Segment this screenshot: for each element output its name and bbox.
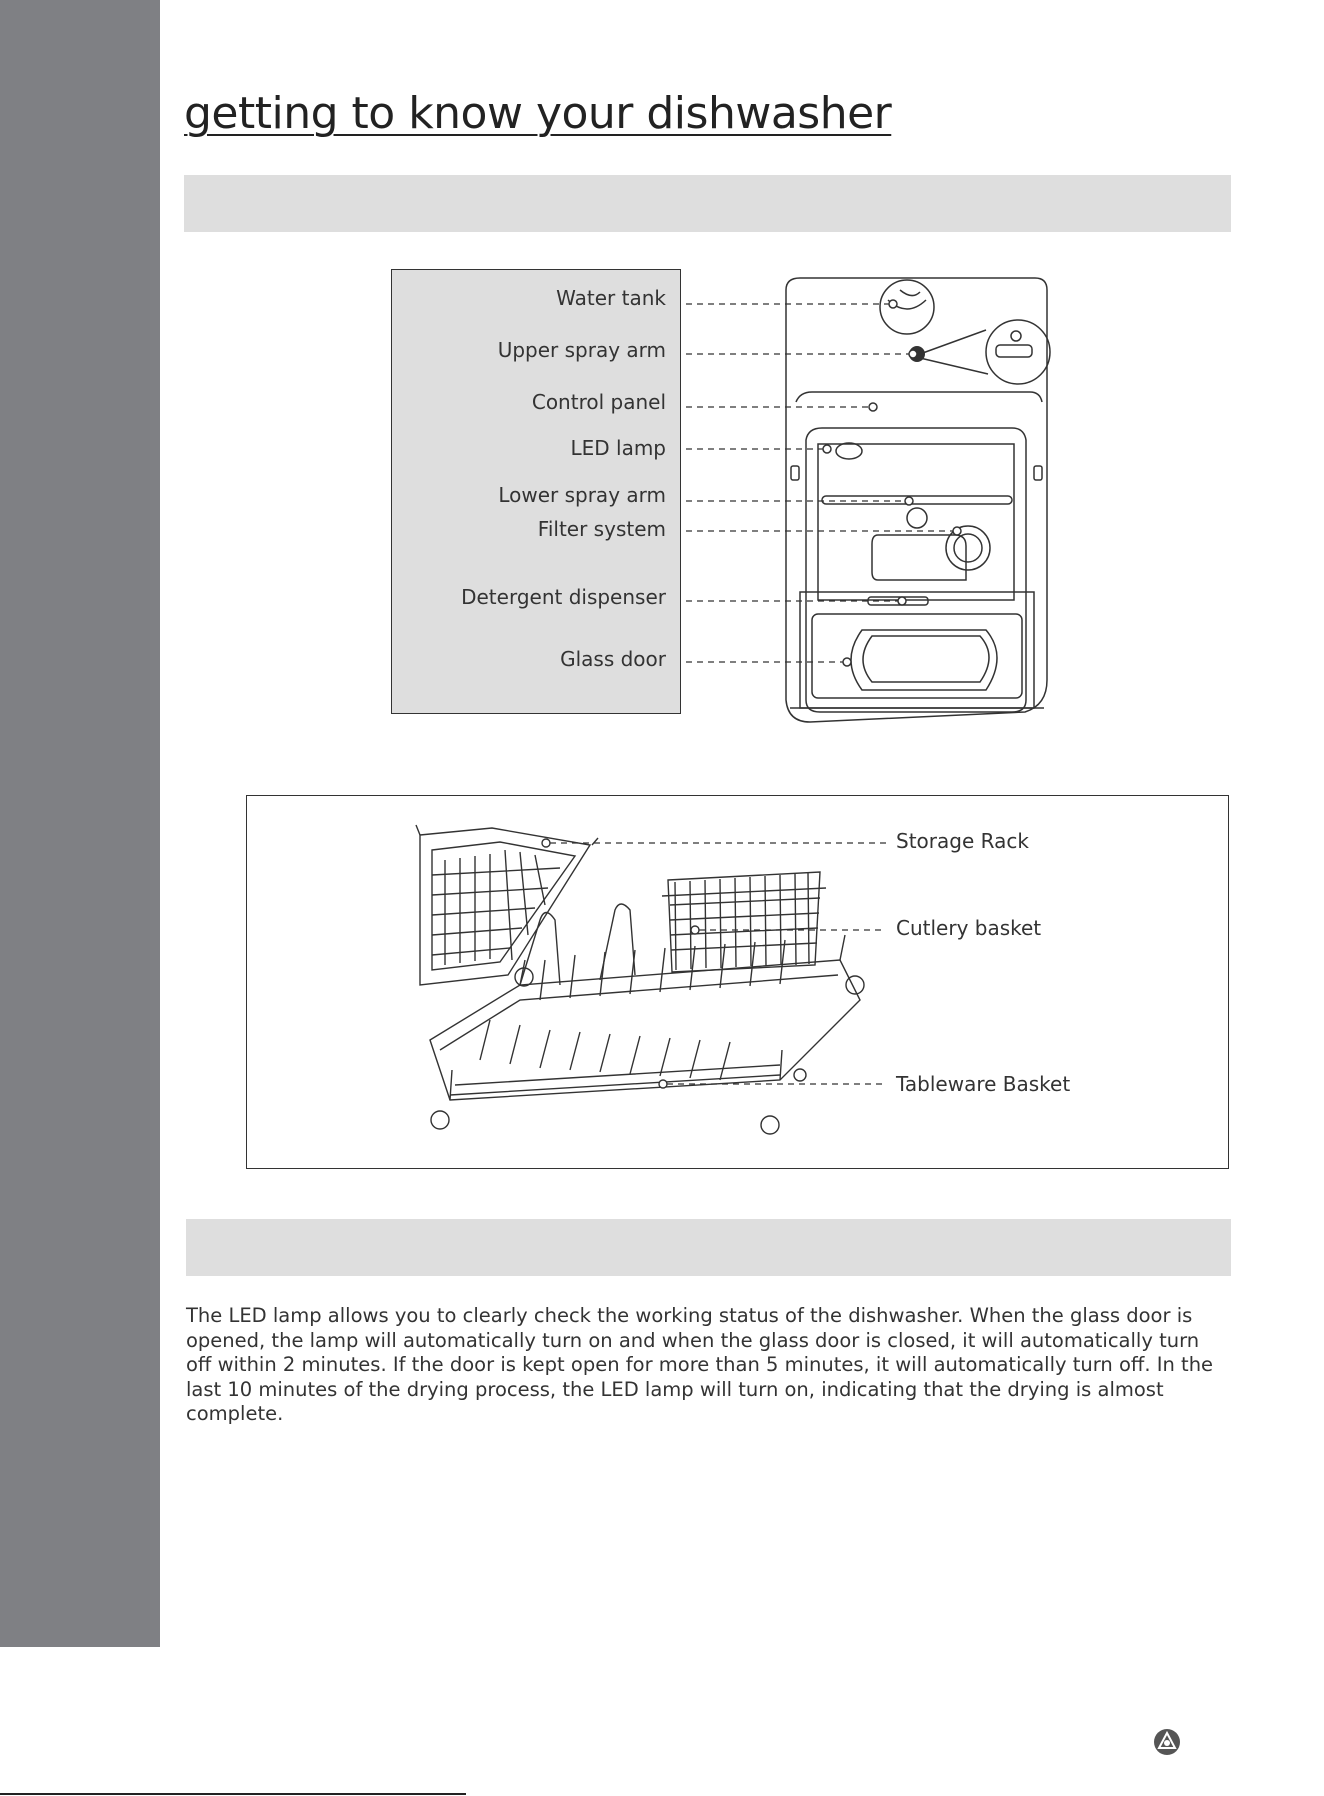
dot-cutlery-basket [691, 926, 699, 934]
label-water-tank: Water tank [556, 286, 666, 310]
label-tableware-basket: Tableware Basket [896, 1072, 1071, 1096]
label-control-panel: Control panel [531, 390, 666, 414]
rack-wheel-front-right [761, 1116, 779, 1134]
cutlery-basket-grid [670, 873, 820, 970]
label-glass-door: Glass door [560, 647, 666, 671]
dot-storage-rack [542, 839, 550, 847]
led-lamp-description: The LED lamp allows you to clearly check the working status of the dishwasher. When the glass door is opened, the lamp will automatically turn on and when the glass door is closed, it will automatically turn off within 2 minutes. If the door is kept open for more than 5 minutes, it will automatically turn off. In the last 10 minutes of the drying process, the LED lamp will turn on, indicating that the drying is almost complete. [186, 1304, 1214, 1425]
label-led-lamp: LED lamp [570, 436, 666, 460]
label-lower-spray-arm: Lower spray arm [498, 483, 666, 507]
tableware-basket-tines [450, 904, 785, 1095]
footer-rule [0, 1793, 466, 1795]
dot-tableware-basket [659, 1080, 667, 1088]
rack-wheel-front-left [431, 1111, 449, 1129]
storage-rack-grid [432, 850, 560, 965]
label-storage-rack: Storage Rack [896, 829, 1029, 853]
label-filter-system: Filter system [537, 517, 666, 541]
label-upper-spray-arm: Upper spray arm [497, 338, 666, 362]
brand-logo-icon [1153, 1728, 1181, 1756]
label-detergent-dispenser: Detergent dispenser [461, 585, 666, 609]
section-header-band-led [186, 1219, 1231, 1276]
page-title: getting to know your dishwasher [184, 88, 892, 139]
label-cutlery-basket: Cutlery basket [896, 916, 1042, 940]
